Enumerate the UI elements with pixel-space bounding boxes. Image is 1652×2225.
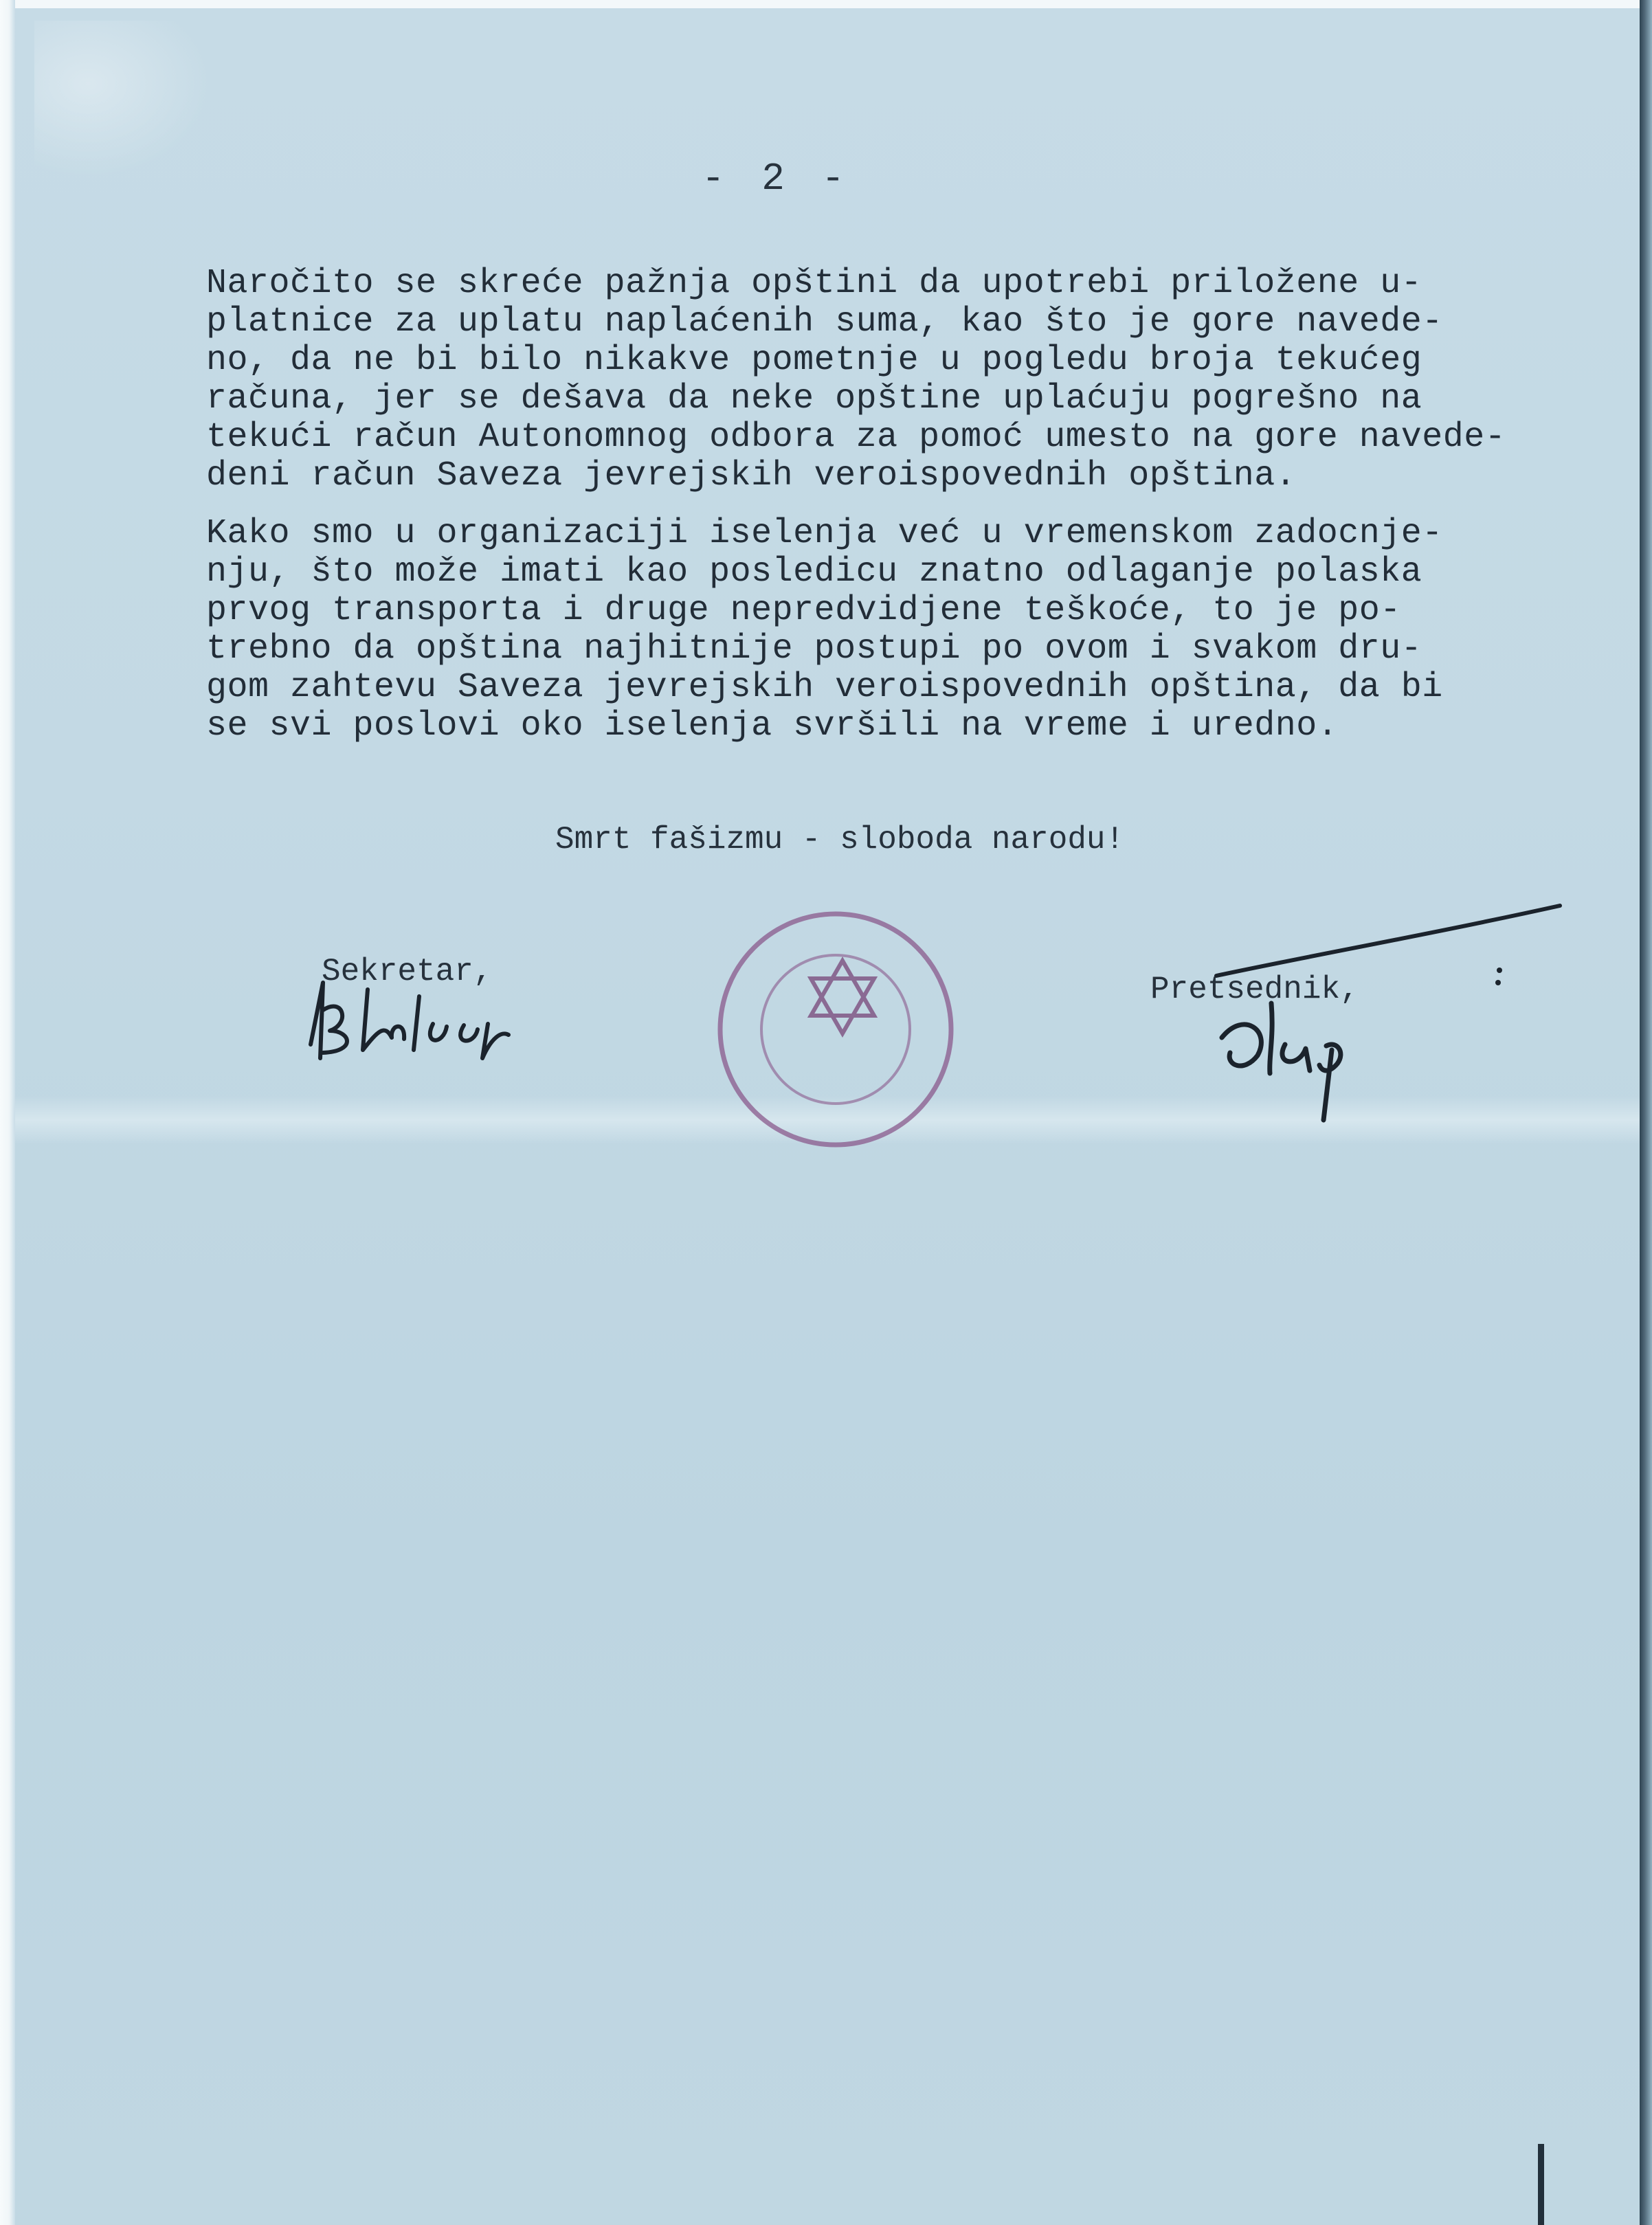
closing-slogan: Smrt fašizmu - sloboda narodu!: [555, 822, 1125, 858]
paper-crease: [34, 21, 213, 179]
text-line: gom zahtevu Saveza jevrejskih veroispovednih opština, da bi: [206, 668, 1443, 707]
star-of-david-icon: [811, 961, 874, 1033]
scan-border-right: [1640, 0, 1652, 2225]
text-line: nju, što može imati kao posledicu znatno odlaganje polaska: [206, 552, 1422, 592]
text-line: tekući račun Autonomnog odbora za pomoć umesto na gore navede-: [206, 418, 1506, 457]
text-line: se svi poslovi oko iselenja svršili na vreme i uredno.: [206, 706, 1339, 746]
secretary-signature: [302, 969, 522, 1065]
text-line: Kako smo u organizaciji iselenja već u vremenskom zadocnje-: [206, 514, 1443, 553]
text-line: trebno da opština najhitnije postupi po ovom i svakom dru-: [206, 629, 1422, 669]
page-number: - 2 -: [701, 157, 852, 201]
text-line: prvog transporta i druge nepredvidjene teškoće, to je po-: [206, 591, 1401, 630]
president-title: Pretsednik,: [1150, 972, 1359, 1007]
text-line: no, da ne bi bilo nikakve pometnje u pogledu broja tekućeg: [206, 341, 1422, 380]
scan-border-top: [0, 0, 1652, 8]
text-line: deni račun Saveza jevrejskih veroispovednih opština.: [206, 456, 1297, 495]
text-line: Naročito se skreće pažnja opštini da upotrebi priložene u-: [206, 264, 1422, 303]
organization-stamp: [712, 906, 959, 1153]
secretary-title: Sekretar,: [322, 954, 493, 989]
scan-border-left: [0, 0, 15, 2225]
president-signature: [1203, 893, 1574, 1141]
text-line: računa, jer se dešava da neke opštine uplaćuju pogrešno na: [206, 379, 1422, 418]
paper-tear: [1538, 2144, 1544, 2225]
text-line: platnice za uplatu naplaćenih suma, kao što je gore navede-: [206, 302, 1443, 342]
